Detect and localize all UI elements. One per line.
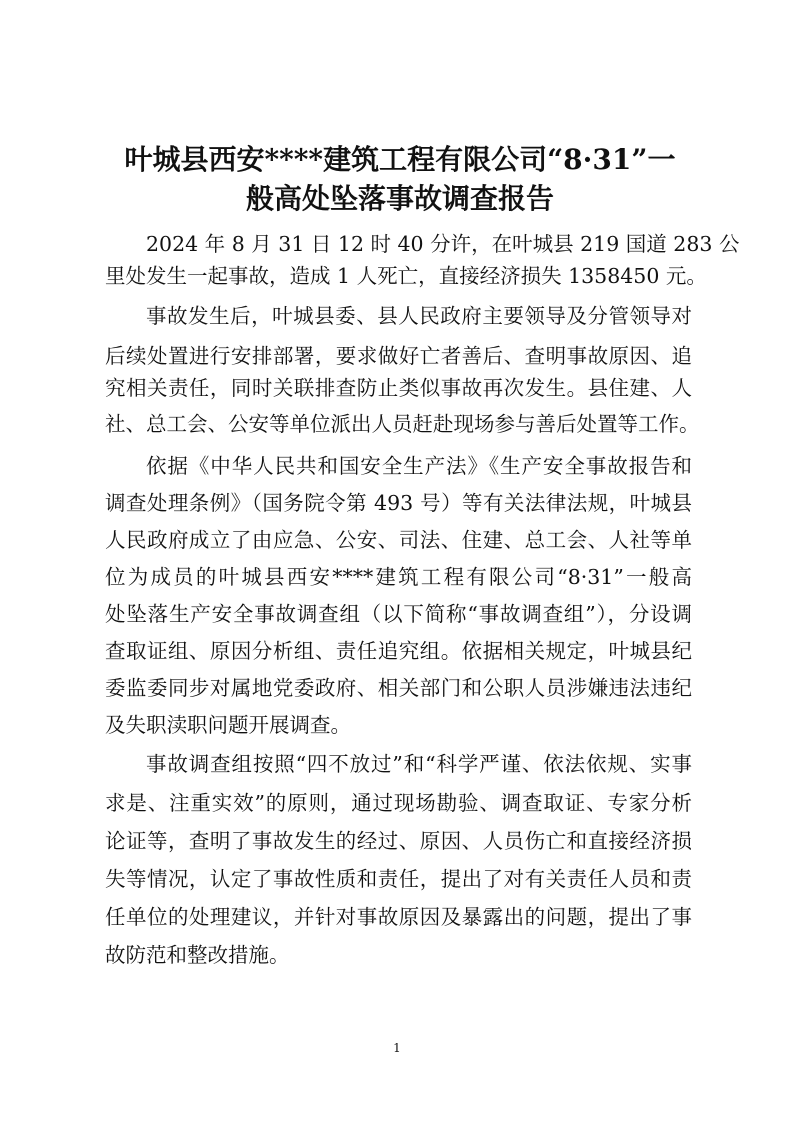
paragraph-4-line-5: 任单位的处理建议，并针对事故原因及暴露出的问题，提出了事 xyxy=(105,905,692,929)
paragraph-3-line-8: 及失职渎职问题开展调查。 xyxy=(105,713,351,737)
paragraph-3-line-1: 依据《中华人民共和国安全生产法》《生产安全事故报告和 xyxy=(146,454,692,478)
paragraph-4-line-3: 论证等，查明了事故发生的经过、原因、人员伤亡和直接经济损 xyxy=(105,829,692,853)
title-line: 般高处坠落事故调查报告 xyxy=(245,182,554,215)
paragraph-1-line-2: 里处发生一起事故，造成 1 人死亡，直接经济损失 1358450 元。 xyxy=(105,264,707,288)
paragraph-4-line-1: 事故调查组按照“四不放过”和“科学严谨、依法依规、实事 xyxy=(146,752,692,776)
report-title xyxy=(100,140,700,218)
paragraph-2-line-3: 究相关责任，同时关联排查防止类似事故再次发生。县住建、人 xyxy=(105,376,692,400)
paragraph-4-line-6: 故防范和整改措施。 xyxy=(105,943,290,967)
paragraph-3-line-4: 位为成员的叶城县西安****建筑工程有限公司“8·31”一般高 xyxy=(105,565,692,589)
title-line: 叶城县西安****建筑工程有限公司“8·31”一 xyxy=(124,143,676,176)
paragraph-2-line-2: 后续处置进行安排部署，要求做好亡者善后、查明事故原因、追 xyxy=(105,344,692,368)
paragraph-3-line-6: 查取证组、原因分析组、责任追究组。依据相关规定，叶城县纪 xyxy=(105,639,692,663)
paragraph-4-line-2: 求是、注重实效”的原则，通过现场勘验、调查取证、专家分析 xyxy=(105,791,692,815)
paragraph-2-line-4: 社、总工会、公安等单位派出人员赶赴现场参与善后处置等工作。 xyxy=(105,412,700,436)
paragraph-3-line-5: 处坠落生产安全事故调查组（以下简称“事故调查组”），分设调 xyxy=(105,602,692,626)
paragraph-3-line-2: 调查处理条例》（国务院令第 493 号）等有关法律法规，叶城县 xyxy=(105,491,692,515)
paragraph-3-line-7: 委监委同步对属地党委政府、相关部门和公职人员涉嫌违法违纪 xyxy=(105,676,692,700)
paragraph-4-line-4: 失等情况，认定了事故性质和责任，提出了对有关责任人员和责 xyxy=(105,867,692,891)
page-number: 1 xyxy=(393,1041,401,1055)
paragraph-3-line-3: 人民政府成立了由应急、公安、司法、住建、总工会、人社等单 xyxy=(105,528,692,552)
paragraph-1-line-1: 2024 年 8 月 31 日 12 时 40 分许，在叶城县 219 国道 283 公 xyxy=(146,232,740,256)
paragraph-2-line-1: 事故发生后，叶城县委、县人民政府主要领导及分管领导对 xyxy=(146,304,692,328)
